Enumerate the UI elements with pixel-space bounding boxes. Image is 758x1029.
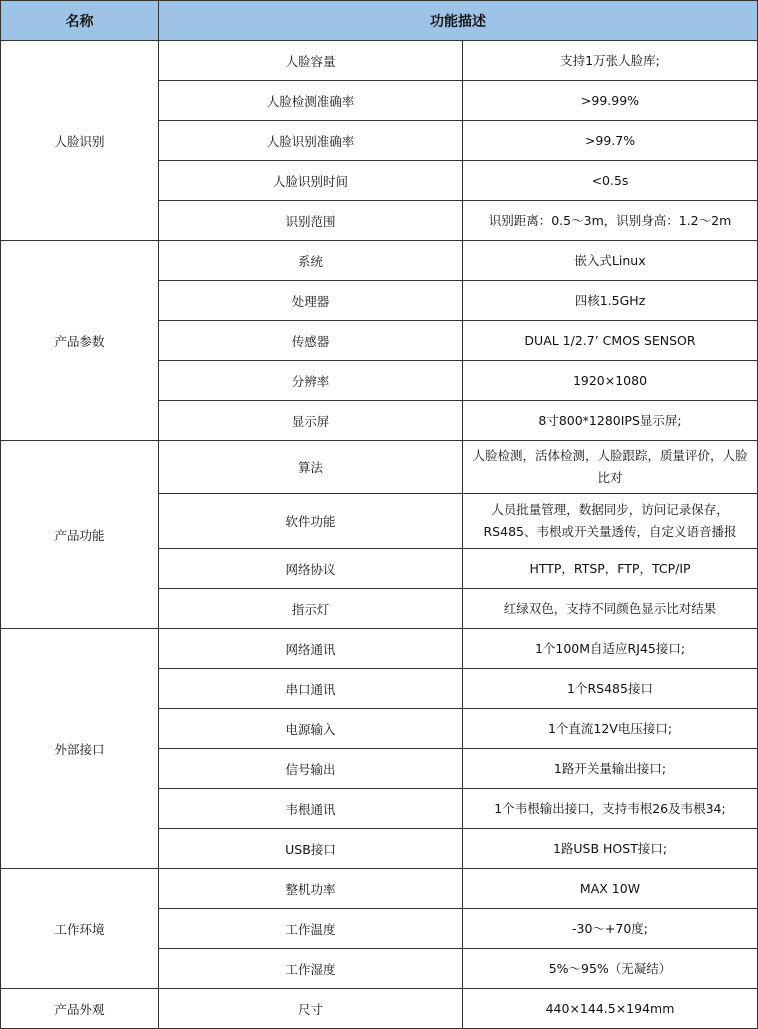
item-value: 1路开关量输出接口; [463, 749, 758, 789]
item-label: 人脸容量 [159, 41, 463, 81]
item-value: 1个韦根输出接口，支持韦根26及韦根34; [463, 789, 758, 829]
item-label: 人脸识别准确率 [159, 121, 463, 161]
item-value: >99.99% [463, 81, 758, 121]
category-product-params: 产品参数 [1, 241, 159, 441]
item-value: 识别距离：0.5～3m，识别身高：1.2～2m [463, 201, 758, 241]
item-value: 红绿双色，支持不同颜色显示比对结果 [463, 589, 758, 629]
item-value: 四核1.5GHz [463, 281, 758, 321]
item-value: 支持1万张人脸库; [463, 41, 758, 81]
item-value: 5%～95%（无凝结） [463, 949, 758, 989]
item-value: DUAL 1/2.7’ CMOS SENSOR [463, 321, 758, 361]
category-product-appearance: 产品外观 [1, 989, 159, 1029]
category-working-environment: 工作环境 [1, 869, 159, 989]
item-label: 人脸检测准确率 [159, 81, 463, 121]
item-value: -30～+70度; [463, 909, 758, 949]
item-value: 440×144.5×194mm [463, 989, 758, 1029]
item-label: 工作湿度 [159, 949, 463, 989]
header-name: 名称 [1, 1, 159, 41]
category-face-recognition: 人脸识别 [1, 41, 159, 241]
item-label: 人脸识别时间 [159, 161, 463, 201]
item-value: 1个直流12V电压接口; [463, 709, 758, 749]
item-label: 网络协议 [159, 549, 463, 589]
item-value: HTTP，RTSP，FTP，TCP/IP [463, 549, 758, 589]
item-label: 工作温度 [159, 909, 463, 949]
item-label: 电源输入 [159, 709, 463, 749]
table-row [1, 241, 758, 281]
item-label: 尺寸 [159, 989, 463, 1029]
item-label: 韦根通讯 [159, 789, 463, 829]
item-value: 1个100M自适应RJ45接口; [463, 629, 758, 669]
item-label: 串口通讯 [159, 669, 463, 709]
item-label: 分辨率 [159, 361, 463, 401]
item-label: 网络通讯 [159, 629, 463, 669]
item-value: 8寸800*1280IPS显示屏; [463, 401, 758, 441]
table-row [1, 869, 758, 909]
item-value: 嵌入式Linux [463, 241, 758, 281]
item-label: 软件功能 [159, 494, 463, 549]
header-desc: 功能描述 [159, 1, 758, 41]
table-row [1, 989, 758, 1029]
item-label: 传感器 [159, 321, 463, 361]
category-external-interfaces: 外部接口 [1, 629, 159, 869]
item-value: 人脸检测，活体检测，人脸跟踪，质量评价，人脸比对 [463, 441, 758, 494]
item-value: <0.5s [463, 161, 758, 201]
item-label: 整机功率 [159, 869, 463, 909]
item-label: 显示屏 [159, 401, 463, 441]
item-label: USB接口 [159, 829, 463, 869]
item-value: 1个RS485接口 [463, 669, 758, 709]
table-row [1, 629, 758, 669]
item-label: 指示灯 [159, 589, 463, 629]
item-value: MAX 10W [463, 869, 758, 909]
table-row [1, 441, 758, 494]
item-label: 识别范围 [159, 201, 463, 241]
item-value: 1920×1080 [463, 361, 758, 401]
item-label: 系统 [159, 241, 463, 281]
item-label: 信号输出 [159, 749, 463, 789]
header-row [1, 1, 758, 41]
category-product-functions: 产品功能 [1, 441, 159, 629]
item-value: >99.7% [463, 121, 758, 161]
item-value: 1路USB HOST接口; [463, 829, 758, 869]
item-label: 算法 [159, 441, 463, 494]
item-label: 处理器 [159, 281, 463, 321]
item-value: 人员批量管理，数据同步，访问记录保存，RS485、韦根或开关量透传，自定义语音播报 [463, 494, 758, 549]
table-row [1, 41, 758, 81]
